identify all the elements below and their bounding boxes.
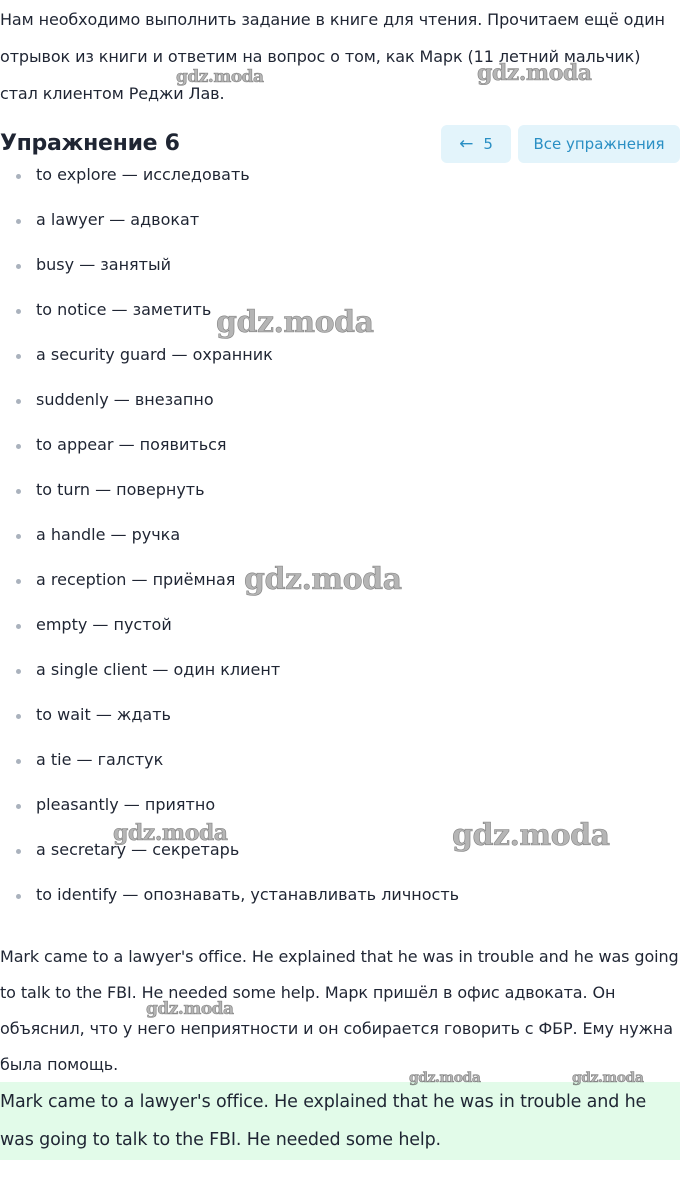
vocabulary-item: a tie — галстук (0, 747, 459, 792)
passage-paragraph: Mark came to a lawyer's office. He explained that he was in trouble and he was going to talk to the FBI. He needed some help. Марк пришёл в офис адвоката. Он объяснил, что у него неприятности и он собирается говорить с ФБР. Ему нужна была помощь. (0, 947, 679, 1074)
exercise-header (0, 124, 680, 164)
vocabulary-item: a lawyer — адвокат (0, 207, 459, 252)
vocabulary-item: a single client — один клиент (0, 657, 459, 702)
arrow-left-icon: ← (459, 134, 474, 154)
watermark: gdz.moda (176, 67, 264, 87)
watermark: gdz.moda (113, 820, 228, 846)
answer-box: Mark came to a lawyer's office. He explained that he was in trouble and he was going to talk to the FBI. He needed some help. (0, 1082, 680, 1160)
vocabulary-item: suddenly — внезапно (0, 387, 459, 432)
page-title: Упражнение 6 (0, 131, 180, 156)
vocabulary-item: to turn — повернуть (0, 477, 459, 522)
watermark: gdz.moda (477, 60, 592, 86)
all-exercises-button[interactable]: Все упражнения (518, 125, 680, 163)
vocabulary-list (0, 167, 680, 942)
vocabulary-item: to identify — опознавать, устанавливать личность (0, 882, 459, 927)
intro-text: Нам необходимо выполнить задание в книге для чтения. Прочитаем ещё один отрывок из книги и ответим на вопрос о том, как Марк (11 летний мальчик) стал клиентом Реджи Лав. (0, 10, 665, 103)
previous-exercise-button[interactable] (441, 125, 511, 163)
vocabulary-item: to explore — исследовать (0, 167, 459, 207)
vocabulary-item: a handle — ручка (0, 522, 459, 567)
watermark: gdz.moda (572, 1070, 644, 1086)
vocabulary-item: busy — занятый (0, 252, 459, 297)
vocabulary-item: a security guard — охранник (0, 342, 459, 387)
vocabulary-item: to appear — появиться (0, 432, 459, 477)
watermark: gdz.moda (244, 562, 402, 597)
vocabulary-item: a reception — приёмная (0, 567, 459, 612)
vocabulary-item: a secretary — секретарь (0, 837, 459, 882)
previous-exercise-label: 5 (483, 135, 493, 153)
vocabulary-item: empty — пустой (0, 612, 459, 657)
watermark: gdz.moda (409, 1070, 481, 1086)
vocabulary-items (0, 167, 459, 927)
vocabulary-item: pleasantly — приятно (0, 792, 459, 837)
watermark: gdz.moda (146, 999, 234, 1019)
watermark: gdz.moda (216, 305, 374, 340)
watermark: gdz.moda (452, 818, 610, 853)
vocabulary-item: to notice — заметить (0, 297, 459, 342)
vocabulary-item: to wait — ждать (0, 702, 459, 747)
